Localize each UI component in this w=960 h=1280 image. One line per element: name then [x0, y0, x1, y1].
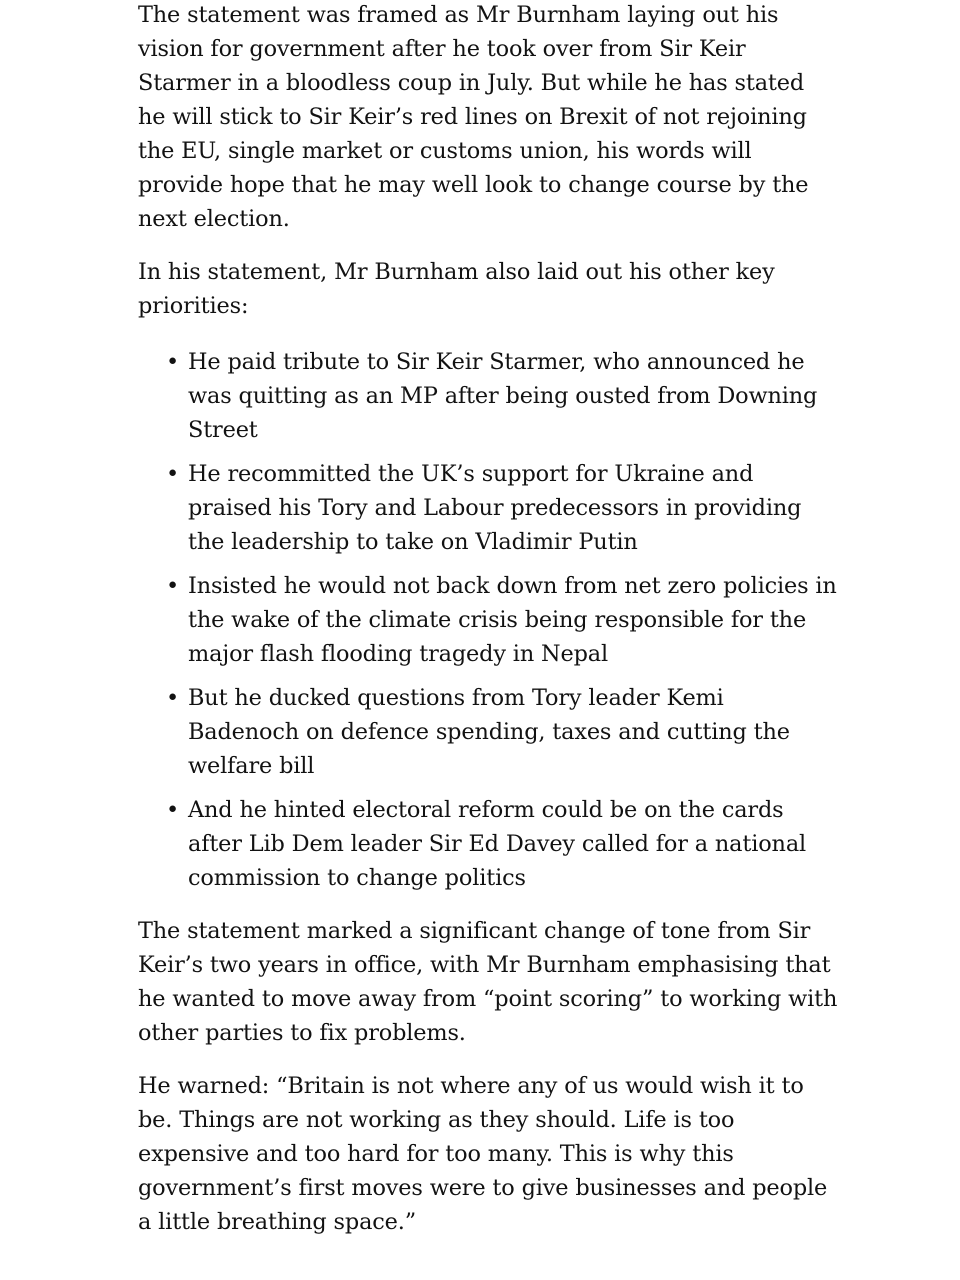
list-item: • He recommitted the UK’s support for Ukraine and praised his Tory and Labour predecessors in providing the leadership to take on Vladimir Putin — [188, 457, 838, 559]
article-body — [138, 0, 838, 1258]
paragraph-framing: The statement was framed as Mr Burnham laying out his vision for government after he took over from Sir Keir Starmer in a bloodless coup in July. But while he has stated he will stick to Sir Keir’s red lines on Brexit of not rejoining the EU, single market or customs union, his words will provide hope that he may well look to change course by the next election. — [138, 2, 809, 232]
priorities-list — [138, 345, 838, 895]
list-item: • But he ducked questions from Tory leader Kemi Badenoch on defence spending, taxes and cutting the welfare bill — [188, 681, 838, 783]
list-item: • Insisted he would not back down from net zero policies in the wake of the climate crisis being responsible for the major flash flooding tragedy in Nepal — [188, 569, 838, 671]
list-item: • He paid tribute to Sir Keir Starmer, who announced he was quitting as an MP after being ousted from Downing Street — [188, 345, 838, 447]
paragraph-quote: He warned: “Britain is not where any of us would wish it to be. Things are not working as they should. Life is too expensive and too hard for too many. This is why this government’s first moves were to give businesses and people a little breathing space.” — [138, 1073, 828, 1235]
paragraph-priorities-intro: In his statement, Mr Burnham also laid out his other key priorities: — [138, 259, 775, 319]
paragraph-tone-change: The statement marked a significant change of tone from Sir Keir’s two years in office, with Mr Burnham emphasising that he wanted to move away from “point scoring” to working with other parties to fix problems. — [138, 918, 838, 1046]
list-item: • And he hinted electoral reform could be on the cards after Lib Dem leader Sir Ed Davey called for a national commission to change politics — [188, 793, 838, 895]
